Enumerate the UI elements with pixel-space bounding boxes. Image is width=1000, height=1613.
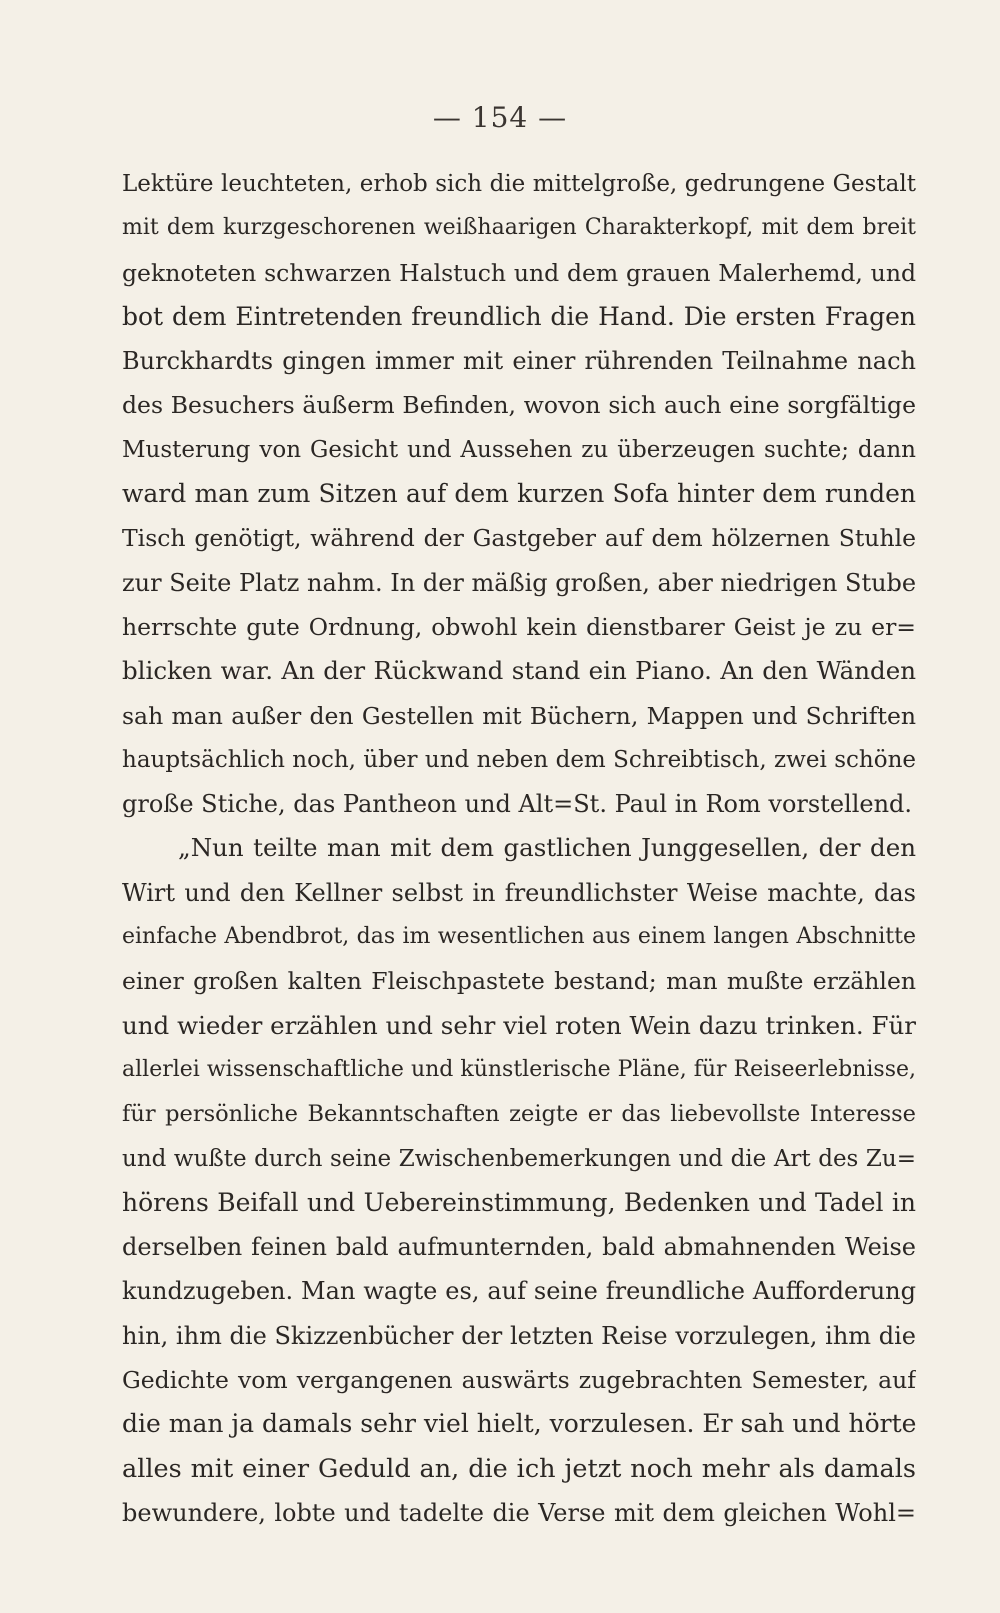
text-line: mit dem kurzgeschorenen weißhaarigen Charakterkopf, mit dem breit xyxy=(122,215,916,241)
text-line: bot dem Eintretenden freundlich die Hand. Die ersten Fragen xyxy=(122,301,916,331)
text-line: und wieder erzählen und sehr viel roten Wein dazu trinken. Für xyxy=(122,1010,916,1040)
text-line: und wußte durch seine Zwischenbemerkungen und die Art des Zu= xyxy=(122,1145,916,1172)
text-line: Lektüre leuchteten, erhob sich die mittelgroße, gedrungene Gestalt xyxy=(122,171,916,197)
text-line: des Besuchers äußerm Befinden, wovon sich auch eine sorgfältige xyxy=(122,391,916,420)
text-line: große Stiche, das Pantheon und Alt=St. Paul in Rom vorstellend. xyxy=(122,790,913,819)
text-line: hauptsächlich noch, über und neben dem Schreibtisch, zwei schöne xyxy=(122,746,916,773)
text-line: zur Seite Platz nahm. In der mäßig großen, aber niedrigen Stube xyxy=(122,568,916,597)
text-line: Tisch genötigt, während der Gastgeber auf dem hölzernen Stuhle xyxy=(122,524,916,553)
text-line: kundzugeben. Man wagte es, auf seine freundliche Aufforderung xyxy=(122,1277,916,1306)
text-line: ward man zum Sitzen auf dem kurzen Sofa hinter dem runden xyxy=(122,479,916,509)
text-line: geknoteten schwarzen Halstuch und dem grauen Malerhemd, und xyxy=(122,258,916,287)
text-line: Gedichte vom vergangenen auswärts zugebrachten Semester, auf xyxy=(122,1366,916,1395)
text-line: herrschte gute Ordnung, obwohl kein dienstbarer Geist je zu er= xyxy=(122,612,916,641)
text-line: sah man außer den Gestellen mit Büchern, Mappen und Schriften xyxy=(122,701,916,730)
page-number: — 154 — xyxy=(432,101,568,134)
text-line: alles mit einer Geduld an, die ich jetzt noch mehr als damals xyxy=(122,1453,916,1484)
text-line: hörens Beifall und Uebereinstimmung, Bedenken und Tadel in xyxy=(122,1187,916,1217)
text-line: für persönliche Bekanntschaften zeigte er das liebevollste Interesse xyxy=(122,1101,916,1128)
text-line: hin, ihm die Skizzenbücher der letzten Reise vorzulegen, ihm die xyxy=(122,1321,916,1350)
text-line: allerlei wissenschaftliche und künstlerische Pläne, für Reiseerlebnisse, xyxy=(122,1056,916,1082)
text-line: einfache Abendbrot, das im wesentlichen aus einem langen Abschnitte xyxy=(122,924,916,950)
text-line: die man ja damals sehr viel hielt, vorzulesen. Er sah und hörte xyxy=(122,1409,916,1439)
body-text xyxy=(122,162,916,1535)
text-line: einer großen kalten Fleischpastete bestand; man mußte erzählen xyxy=(122,967,916,996)
text-line: blicken war. An der Rückwand stand ein Piano. An den Wänden xyxy=(122,656,916,686)
text-line: „Nun teilte man mit dem gastlichen Junggesellen, der den xyxy=(178,833,916,863)
text-line: Burckhardts gingen immer mit einer rührenden Teilnahme nach xyxy=(122,347,916,376)
text-line: Wirt und den Kellner selbst in freundlichster Weise machte, das xyxy=(122,878,916,907)
text-line: Musterung von Gesicht und Aussehen zu überzeugen suchte; dann xyxy=(122,436,916,463)
text-line: derselben feinen bald aufmunternden, bald abmahnenden Weise xyxy=(122,1233,916,1262)
text-line: bewundere, lobte und tadelte die Verse mit dem gleichen Wohl= xyxy=(122,1498,916,1527)
